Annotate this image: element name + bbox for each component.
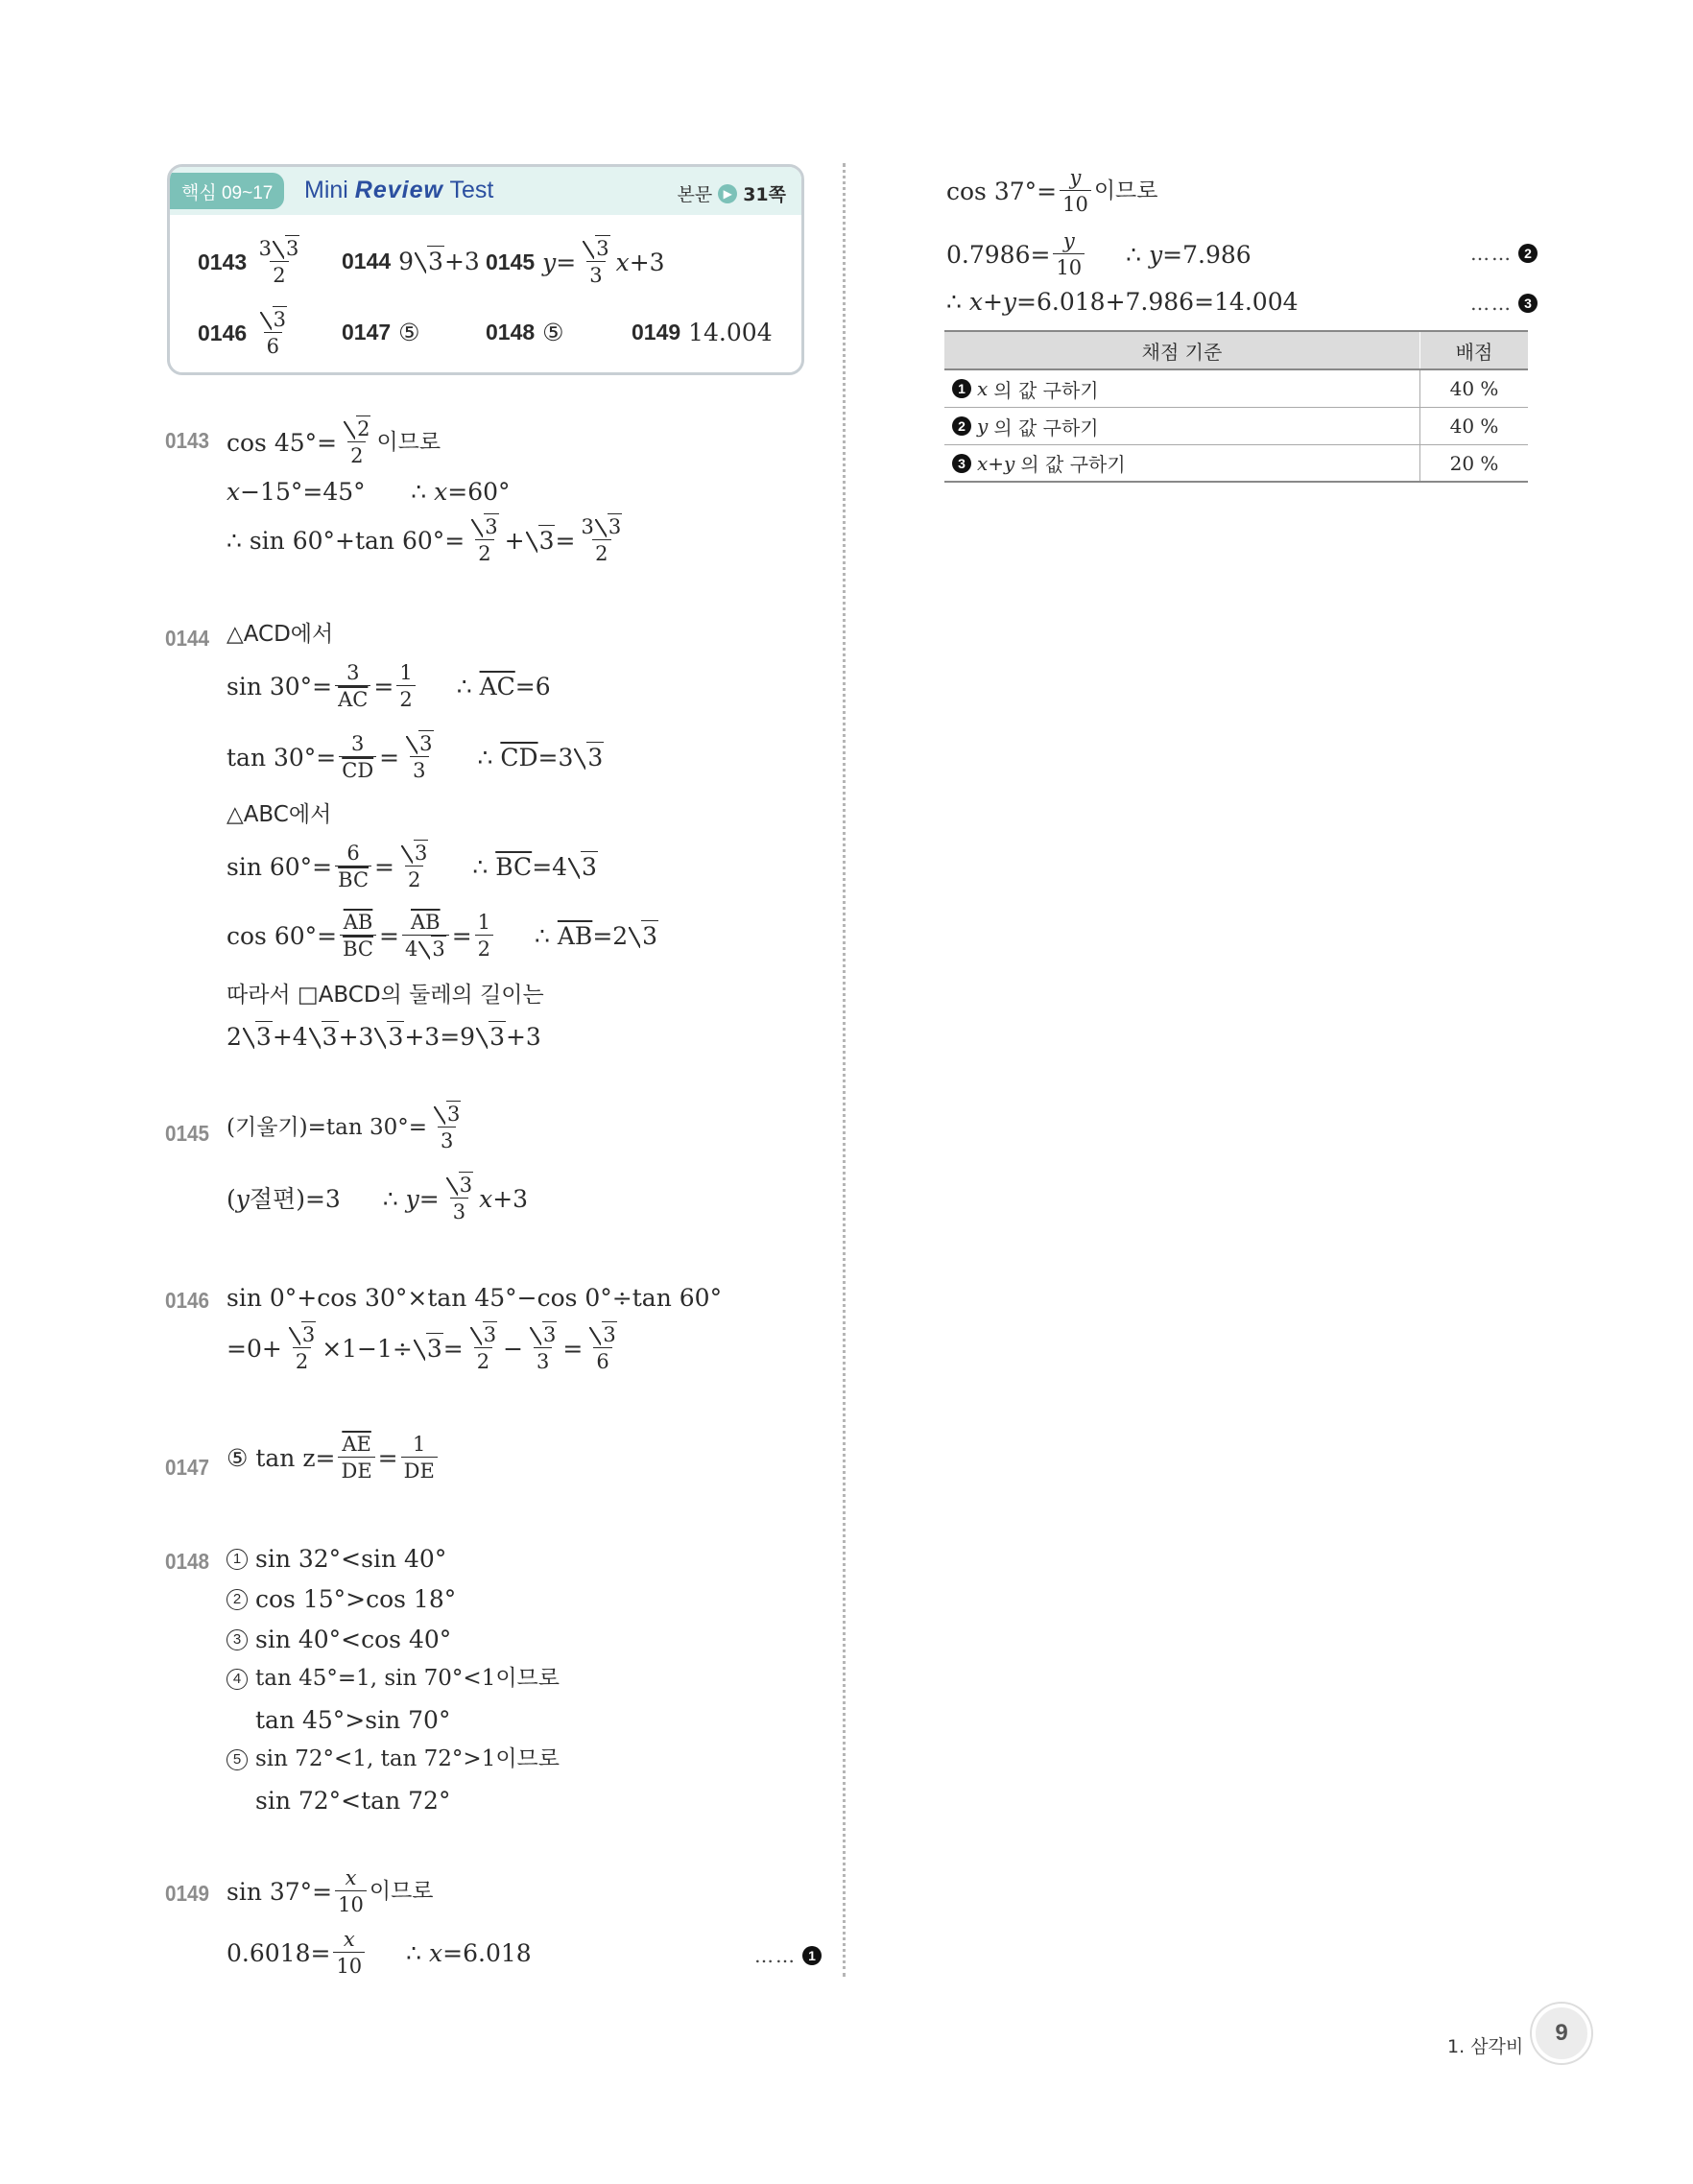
solution-line: ∴ x+y=6.018+7.986=14.004 bbox=[946, 288, 1299, 316]
answer-0149: 0149 14.004 bbox=[632, 319, 773, 346]
mini-review-title: Mini Review Test bbox=[304, 177, 494, 203]
table-row: 2 y 의 값 구하기 40 % bbox=[944, 408, 1528, 445]
header-score: 배점 bbox=[1455, 340, 1493, 364]
answer-0144: 0144 9 3+3 bbox=[342, 248, 480, 275]
table-row: 3 x+y 의 값 구하기 20 % bbox=[944, 445, 1528, 483]
solution-line: x−15°=45° ∴ x=60° bbox=[227, 478, 511, 506]
answer-0143: 0143 3 3 2 bbox=[198, 237, 299, 288]
solution-line: 따라서 □ABCD의 둘레의 길이는 bbox=[227, 983, 544, 1008]
solution-line: 2 cos 15°>cos 18° bbox=[227, 1587, 456, 1611]
solution-line: sin 0°+cos 30°×tan 45°−cos 0°÷tan 60° bbox=[227, 1284, 723, 1312]
header-criteria: 채점 기준 bbox=[944, 332, 1420, 368]
solution-line: △ACD에서 bbox=[227, 622, 334, 647]
mini-review-tag: 핵심 09~17 bbox=[170, 173, 284, 209]
solution-line: sin 37°= $\frac{x}{10}$ 이므로 bbox=[227, 1866, 434, 1917]
problem-number: 0144 bbox=[165, 626, 210, 651]
solution-line: cos 60°= $\frac{\overline{AB}}{BC}$ = $\overline{AB}$ 4 3 = 1 2 ∴ $\overline{AB}=2$ 3 bbox=[227, 911, 658, 961]
solution-line: △ABC에서 bbox=[227, 802, 332, 827]
problem-number: 0146 bbox=[165, 1288, 210, 1313]
chapter-label: 1. 삼각비 bbox=[1447, 2036, 1524, 2057]
problem-number: 0148 bbox=[165, 1549, 210, 1574]
score-marker: …… 1 bbox=[754, 1944, 822, 1967]
solution-line: 1 sin 32°<sin 40° bbox=[227, 1547, 446, 1571]
answer-0148: 0148 ⑤ bbox=[486, 319, 564, 346]
solution-line: 0.6018= $\frac{x}{10}$ ∴ x=6.018 bbox=[227, 1928, 532, 1979]
solution-line: sin 72°<tan 72° bbox=[255, 1787, 451, 1815]
score-marker: …… 3 bbox=[1470, 292, 1538, 315]
answer-0145: 0145 y = 3 3 x +3 bbox=[486, 237, 665, 288]
answer-0147: 0147 ⑤ bbox=[342, 319, 420, 346]
solution-line: cos 45°= $\frac{2}{2}$ 이므로 bbox=[227, 417, 441, 468]
solution-line: cos 37°= $\frac{y}{10}$ 이므로 bbox=[946, 166, 1158, 217]
problem-number: 0149 bbox=[165, 1881, 210, 1906]
page-ref: 본문 ▶ 31쪽 bbox=[677, 184, 786, 205]
table-row: 1 x 의 값 구하기 40 % bbox=[944, 370, 1528, 408]
grading-table-header bbox=[944, 330, 1528, 370]
problem-number: 0145 bbox=[165, 1121, 210, 1146]
column-divider bbox=[843, 163, 846, 1977]
problem-number: 0143 bbox=[165, 428, 210, 453]
solution-line: sin 30°= $\frac{3}{AC}$ = 1 2 ∴ $\overline{AC}=6$ bbox=[227, 661, 551, 712]
problem-number: 0147 bbox=[165, 1455, 210, 1480]
solution-line: 5 sin 72°<1, tan 72°>1이므로 bbox=[227, 1748, 560, 1770]
solution-line: sin 60°= $\frac{6}{BC}$ = 3 2 ∴ $\overline{BC}=4$ 3 bbox=[227, 842, 597, 892]
solution-line: tan 45°>sin 70° bbox=[255, 1706, 451, 1734]
answer-0146: 0146 3 6 bbox=[198, 308, 286, 359]
solution-line: ∴ sin 60°+tan 60°= $\frac{3}{2}$ + 3 = 3 3 2 bbox=[227, 515, 622, 566]
grading-table bbox=[944, 330, 1528, 483]
solution-line: 2 3+4 3+3 3+3=9 3+3 bbox=[227, 1023, 541, 1051]
solution-line: (y절편)=3 ∴ y= $\frac{3}{3}$ x +3 bbox=[227, 1174, 529, 1224]
arrow-right-icon: ▶ bbox=[718, 184, 737, 203]
page-number-badge: 9 bbox=[1532, 2004, 1591, 2063]
solution-line: 0.7986= $\frac{y}{10}$ ∴ y=7.986 bbox=[946, 229, 1252, 280]
solution-line: =0+ $\frac{3}{2}$ ×1−1÷ 3 = 3 2 − 3 3 = 3 6 bbox=[227, 1323, 616, 1374]
solution-line: 3 sin 40°<cos 40° bbox=[227, 1627, 451, 1651]
score-marker: …… 2 bbox=[1470, 242, 1538, 265]
solution-line: ⑤ tan z= $\frac{\overline{AE}}{DE}$ = 1 DE bbox=[227, 1434, 441, 1482]
solution-line: 4 tan 45°=1, sin 70°<1이므로 bbox=[227, 1668, 560, 1690]
solution-line: tan 30°= $\frac{3}{CD}$ = 3 3 ∴ $\overline{CD}=3$ 3 bbox=[227, 732, 604, 783]
solution-line: (기울기)=tan 30°= $\frac{3}{3}$ bbox=[227, 1103, 461, 1153]
